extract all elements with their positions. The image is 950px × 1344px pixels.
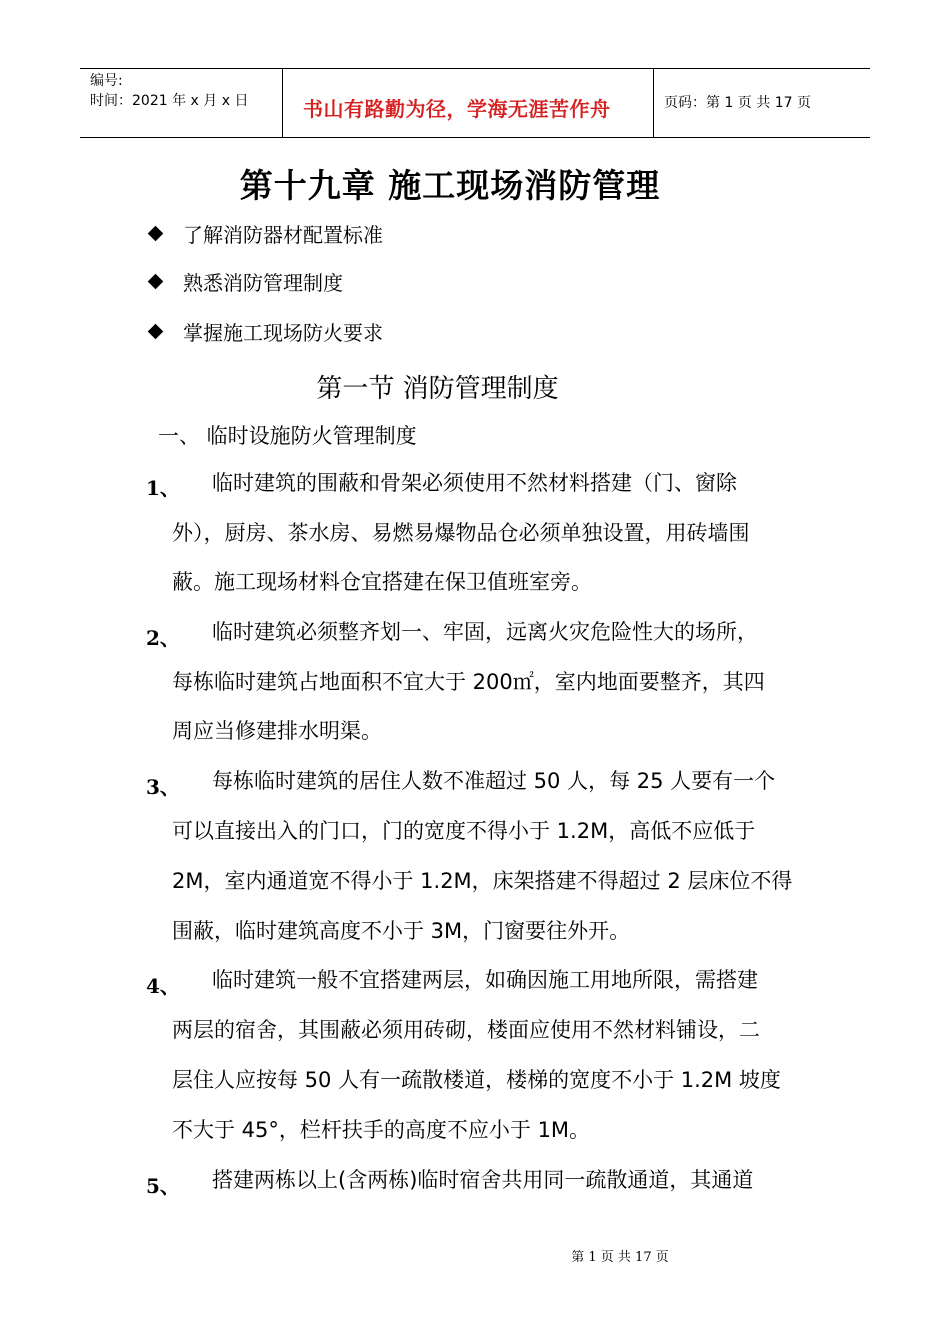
paragraph-line: 临时建筑一般不宜搭建两层，如确因施工用地所限，需搭建 <box>212 968 758 992</box>
document-header <box>80 68 870 138</box>
header-meta-cell <box>80 69 283 137</box>
diamond-bullet-icon <box>148 226 164 242</box>
page-footer: 第 1 页 共 17 页 <box>571 1250 669 1265</box>
chapter-title: 第十九章 施工现场消防管理 <box>239 166 661 205</box>
document-number-label: 编号: <box>90 73 123 89</box>
paragraph-line: 每栋临时建筑占地面积不宜大于 200㎡，室内地面要整齐，其四 <box>172 670 765 694</box>
item-number: 4、 <box>146 974 180 998</box>
bullet-text: 掌握施工现场防火要求 <box>183 321 383 345</box>
diamond-bullet-icon <box>148 274 164 290</box>
paragraph-line: 两层的宿舍，其围蔽必须用砖砌，楼面应使用不然材料铺设，二 <box>172 1018 760 1042</box>
header-motto-cell <box>283 69 654 137</box>
paragraph-line: 搭建两栋以上(含两栋)临时宿舍共用同一疏散通道，其通道 <box>212 1168 754 1192</box>
paragraph-line: 临时建筑的围蔽和骨架必须使用不然材料搭建（门、窗除 <box>212 471 737 495</box>
paragraph-line: 蔽。施工现场材料仓宜搭建在保卫值班室旁。 <box>172 570 592 594</box>
paragraph-line: 可以直接出入的门口，门的宽度不得小于 1.2M，高低不应低于 <box>172 819 756 843</box>
paragraph-line: 围蔽，临时建筑高度不小于 3M，门窗要往外开。 <box>172 919 631 943</box>
paragraph-line: 每栋临时建筑的居住人数不准超过 50 人，每 25 人要有一个 <box>212 769 776 793</box>
document-time-label: 时间：2021 年 x 月 x 日 <box>90 93 249 109</box>
item-number: 1、 <box>146 476 180 500</box>
subheading: 一、 临时设施防火管理制度 <box>158 424 417 448</box>
paragraph-line: 层住人应按每 50 人有一疏散楼道，楼梯的宽度不小于 1.2M 坡度 <box>172 1068 781 1092</box>
item-number: 5、 <box>146 1174 180 1198</box>
paragraph-line: 2M，室内通道宽不得小于 1.2M，床架搭建不得超过 2 层床位不得 <box>172 869 793 893</box>
page-info: 页码：第 1 页 共 17 页 <box>664 95 811 111</box>
bullet-text: 熟悉消防管理制度 <box>183 271 343 295</box>
bullet-text: 了解消防器材配置标准 <box>183 223 383 247</box>
motto-text: 书山有路勤为径，学海无涯苦作舟 <box>303 97 611 121</box>
item-number: 3、 <box>146 775 180 799</box>
diamond-bullet-icon <box>148 324 164 340</box>
header-page-cell <box>654 69 870 137</box>
paragraph-line: 临时建筑必须整齐划一、牢固，远离火灾危险性大的场所， <box>212 620 758 644</box>
item-number: 2、 <box>146 626 180 650</box>
paragraph-line: 外），厨房、茶水房、易燃易爆物品仓必须单独设置，用砖墙围 <box>172 521 750 545</box>
paragraph-line: 不大于 45°，栏杆扶手的高度不应小于 1M。 <box>172 1118 591 1142</box>
section-title: 第一节 消防管理制度 <box>316 374 559 404</box>
paragraph-line: 周应当修建排水明渠。 <box>172 719 382 743</box>
